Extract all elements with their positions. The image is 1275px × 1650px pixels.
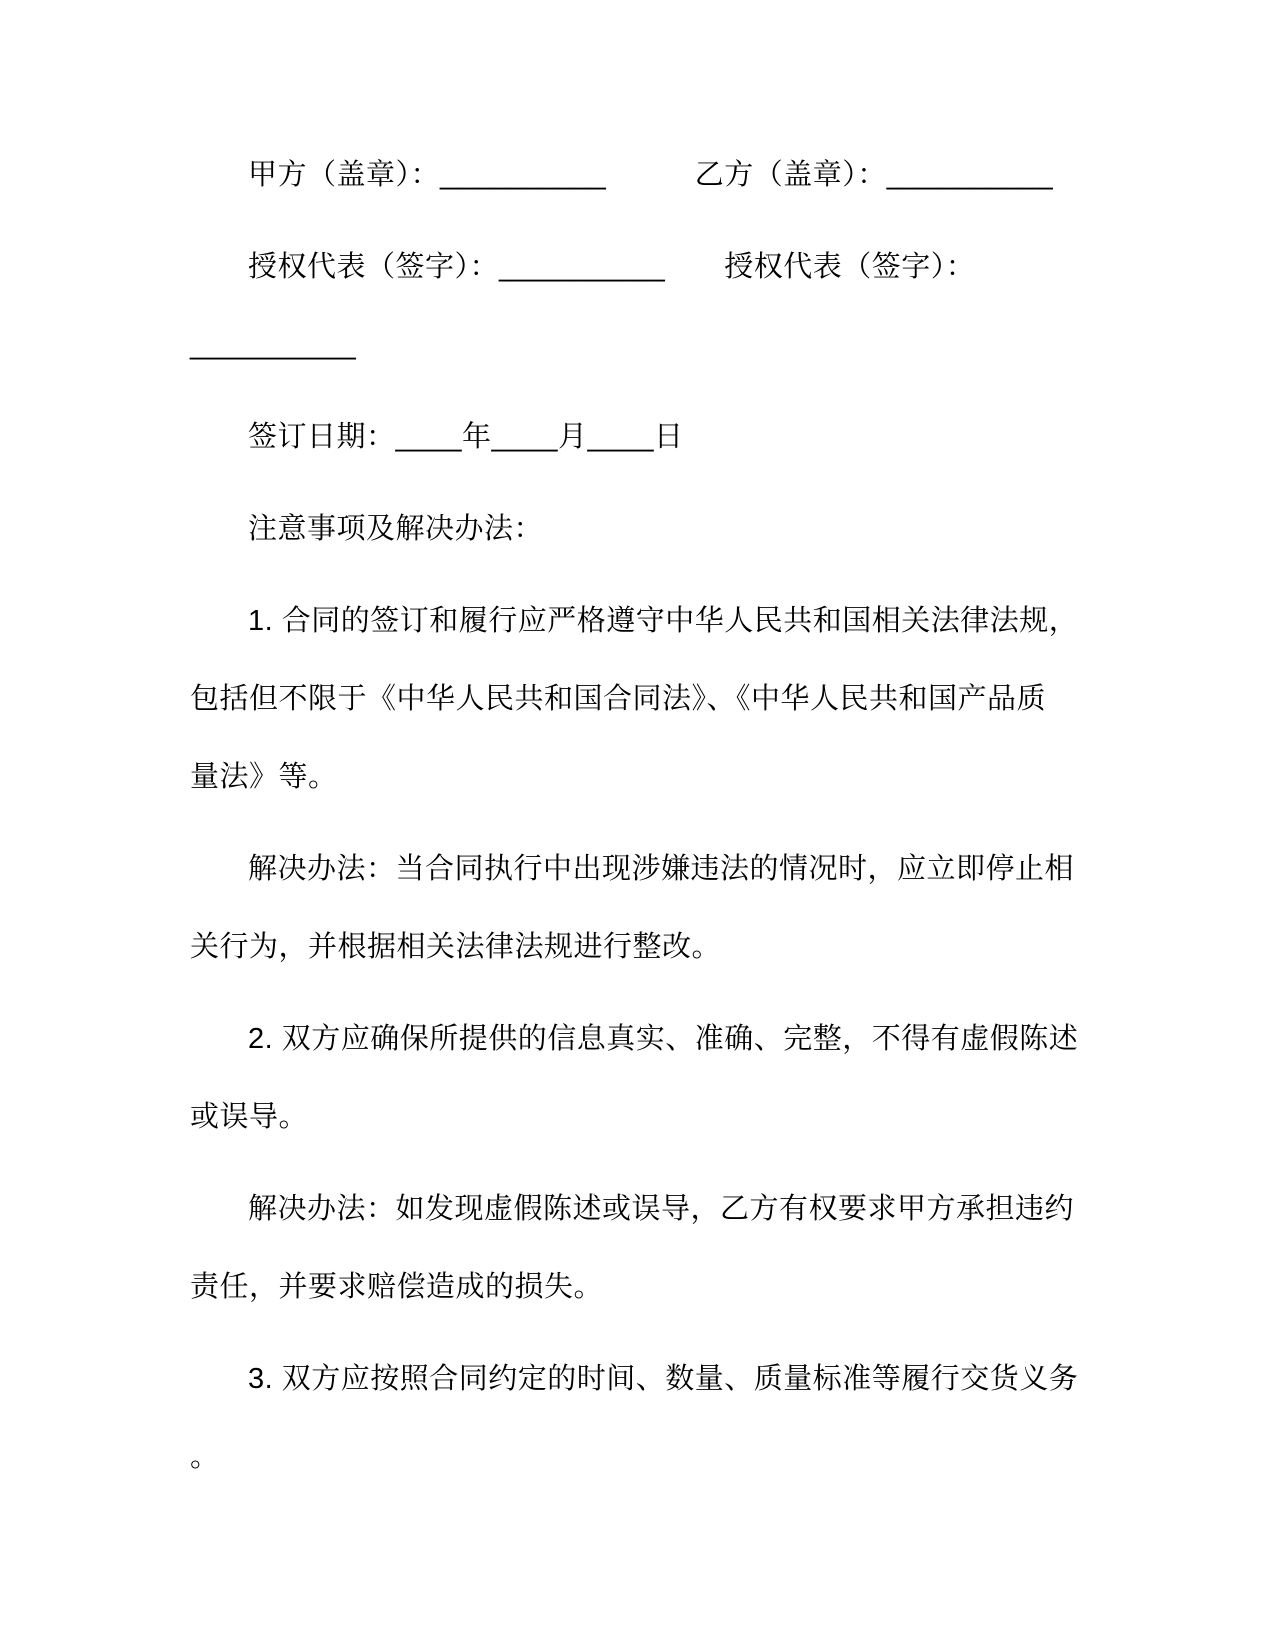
note-2-solution: [190, 1170, 1095, 1326]
notes-heading: [190, 490, 1095, 568]
text-line: 3. 双方应按照合同约定的时间、数量、质量标准等履行交货义务: [248, 1363, 1079, 1395]
signing-date-line: [190, 398, 1095, 476]
text-line: 或误导。: [190, 1101, 309, 1133]
text-line: 签订日期：____年____月____日: [248, 421, 684, 453]
text-line: 授权代表（签字）：__________ 授权代表（签字）：: [248, 251, 976, 283]
text-line: 包括但不限于《中华人民共和国合同法》、《中华人民共和国产品质: [190, 683, 1047, 715]
text-line: 解决办法：当合同执行中出现涉嫌违法的情况时，应立即停止相: [248, 853, 1075, 885]
text-line: 责任，并要求赔偿造成的损失。: [190, 1271, 604, 1303]
note-1-solution: [190, 830, 1095, 986]
text-line: __________: [190, 329, 357, 361]
note-1: [190, 582, 1095, 816]
text-line: 解决办法：如发现虚假陈述或误导，乙方有权要求甲方承担违约: [248, 1193, 1075, 1225]
text-line: 2. 双方应确保所提供的信息真实、准确、完整，不得有虚假陈述: [248, 1023, 1079, 1055]
authorized-representative-line: [190, 228, 1095, 384]
text-line: 。: [190, 1441, 220, 1473]
text-line: 甲方（盖章）：__________ 乙方（盖章）：__________: [248, 159, 1054, 191]
text-line: 关行为，并根据相关法律法规进行整改。: [190, 931, 722, 963]
note-2: [190, 1000, 1095, 1156]
party-seal-line: [190, 136, 1095, 214]
text-line: 量法》等。: [190, 761, 338, 793]
text-line: 注意事项及解决办法：: [248, 513, 544, 545]
text-line: 1. 合同的签订和履行应严格遵守中华人民共和国相关法律法规，: [248, 605, 1079, 637]
document-content: [190, 136, 1095, 1510]
note-3: [190, 1340, 1095, 1496]
